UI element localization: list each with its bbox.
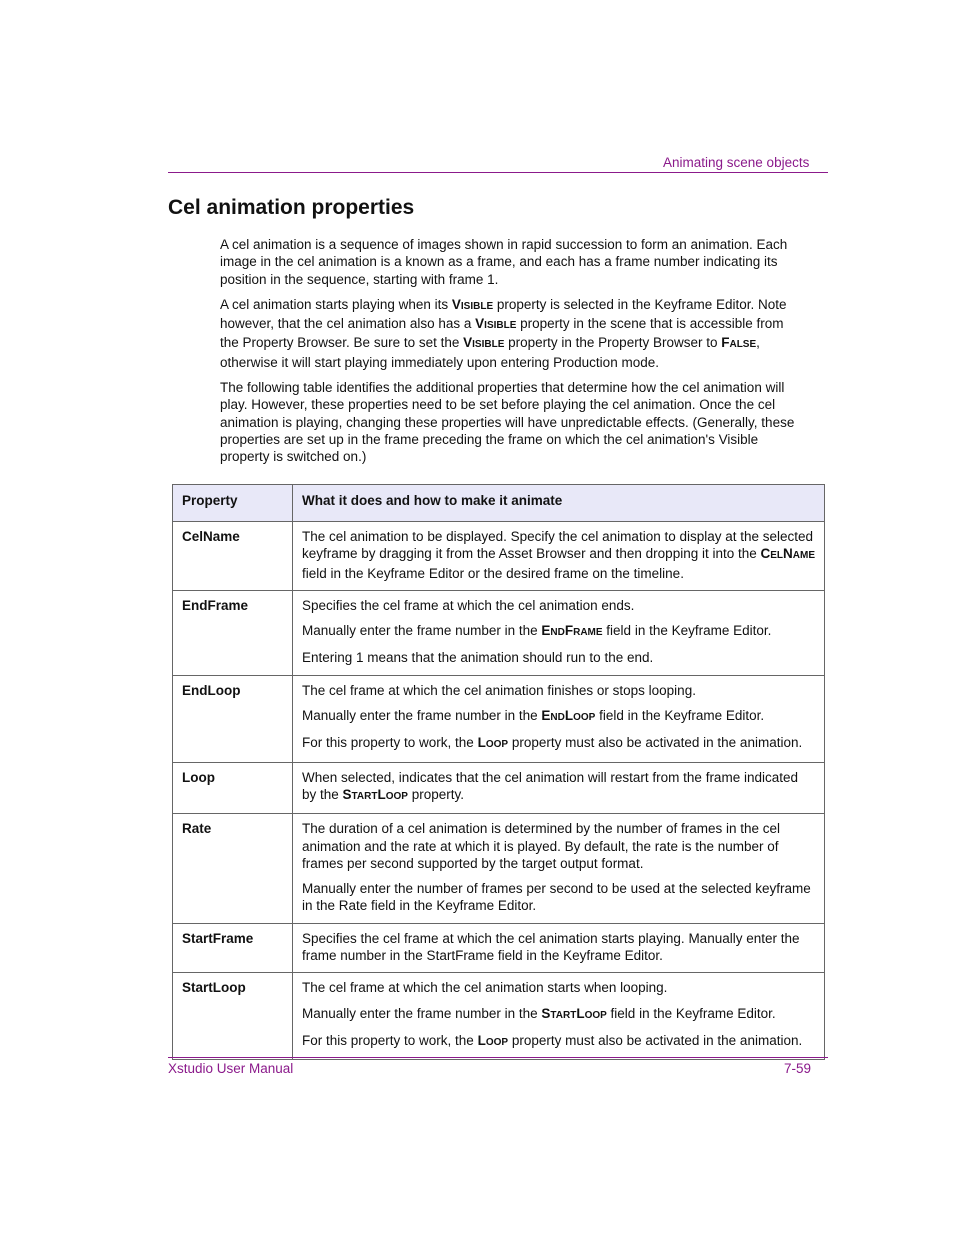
property-name: Rate [173, 814, 293, 923]
property-description: The cel frame at which the cel animation finishes or stops looping. Manually enter the frame number in the ENDLOOP field in the Keyframe Editor. For this property to work, the LOOP property must also be activated in the animation. [293, 675, 825, 762]
property-description: When selected, indicates that the cel animation will restart from the frame indicated by the STARTLOOP property. [293, 762, 825, 814]
table-row [173, 814, 825, 923]
property-description: The cel animation to be displayed. Specify the cel animation to display at the selected keyframe by dragging it from the Asset Browser and then dropping it into the CELNAME field in the Keyframe Editor or the desired frame on the timeline. [293, 522, 825, 591]
header-description: What it does and how to make it animate [293, 485, 825, 522]
intro-paragraph-1: A cel animation is a sequence of images shown in rapid succession to form an animation. Each image in the cel animation is a known as a frame, and each has a frame number indicating its position in the sequence, starting with frame 1. [220, 237, 788, 287]
intro-text [220, 236, 795, 474]
table-row [173, 590, 825, 675]
property-name: Loop [173, 762, 293, 814]
properties-table [172, 484, 825, 1060]
property-description: The duration of a cel animation is determined by the number of frames in the cel animation and the rate at which it is played. By default, the rate is the number of frames per second supported by the target output format. Manually enter the number of frames per second to be used at the selected keyframe in the Rate field in the Keyframe Editor. [293, 814, 825, 923]
property-name: StartFrame [173, 923, 293, 973]
header-rule [168, 172, 828, 173]
property-name: EndLoop [173, 675, 293, 762]
table-row [173, 675, 825, 762]
header-property: Property [173, 485, 293, 522]
table-header-row [173, 485, 825, 522]
intro-paragraph-3: The following table identifies the additional properties that determine how the cel animation will play. However, these properties need to be set before playing the cel animation. Once the cel animation is playing, changing these properties will have unpredictable effects. (Generally, these properties are set up in the frame preceding the frame on which the cel animation's Visible property is switched on.) [220, 380, 795, 465]
page-title: Cel animation properties [168, 196, 415, 219]
property-description: The cel frame at which the cel animation starts when looping. Manually enter the frame number in the STARTLOOP field in the Keyframe Editor. For this property to work, the LOOP property must also be activated in the animation. [293, 973, 825, 1060]
property-name: EndFrame [173, 590, 293, 675]
table-row [173, 973, 825, 1060]
table-row [173, 762, 825, 814]
table-row [173, 923, 825, 973]
footer-rule [168, 1057, 828, 1058]
table-row [173, 522, 825, 591]
page-number: 7-59 [784, 1061, 812, 1076]
property-name: CelName [173, 522, 293, 591]
intro-paragraph-2: A cel animation starts playing when its VISIBLE property is selected in the Keyframe Editor. Note however, that the cel animation also has a VISIBLE property in the scene that is accessible from the Property Browser. Be sure to set the VISIBLE property in the Property Browser to FALSE, otherwise it will start playing immediately upon entering Production mode. [220, 296, 787, 370]
running-header: Animating scene objects [663, 155, 810, 170]
property-name: StartLoop [173, 973, 293, 1060]
footer-manual-title: Xstudio User Manual [168, 1061, 294, 1076]
property-description: Specifies the cel frame at which the cel animation starts playing. Manually enter the frame number in the StartFrame field in the Keyframe Editor. [293, 923, 825, 973]
property-description: Specifies the cel frame at which the cel animation ends. Manually enter the frame number in the ENDFRAME field in the Keyframe Editor. Entering 1 means that the animation should run to the end. [293, 590, 825, 675]
